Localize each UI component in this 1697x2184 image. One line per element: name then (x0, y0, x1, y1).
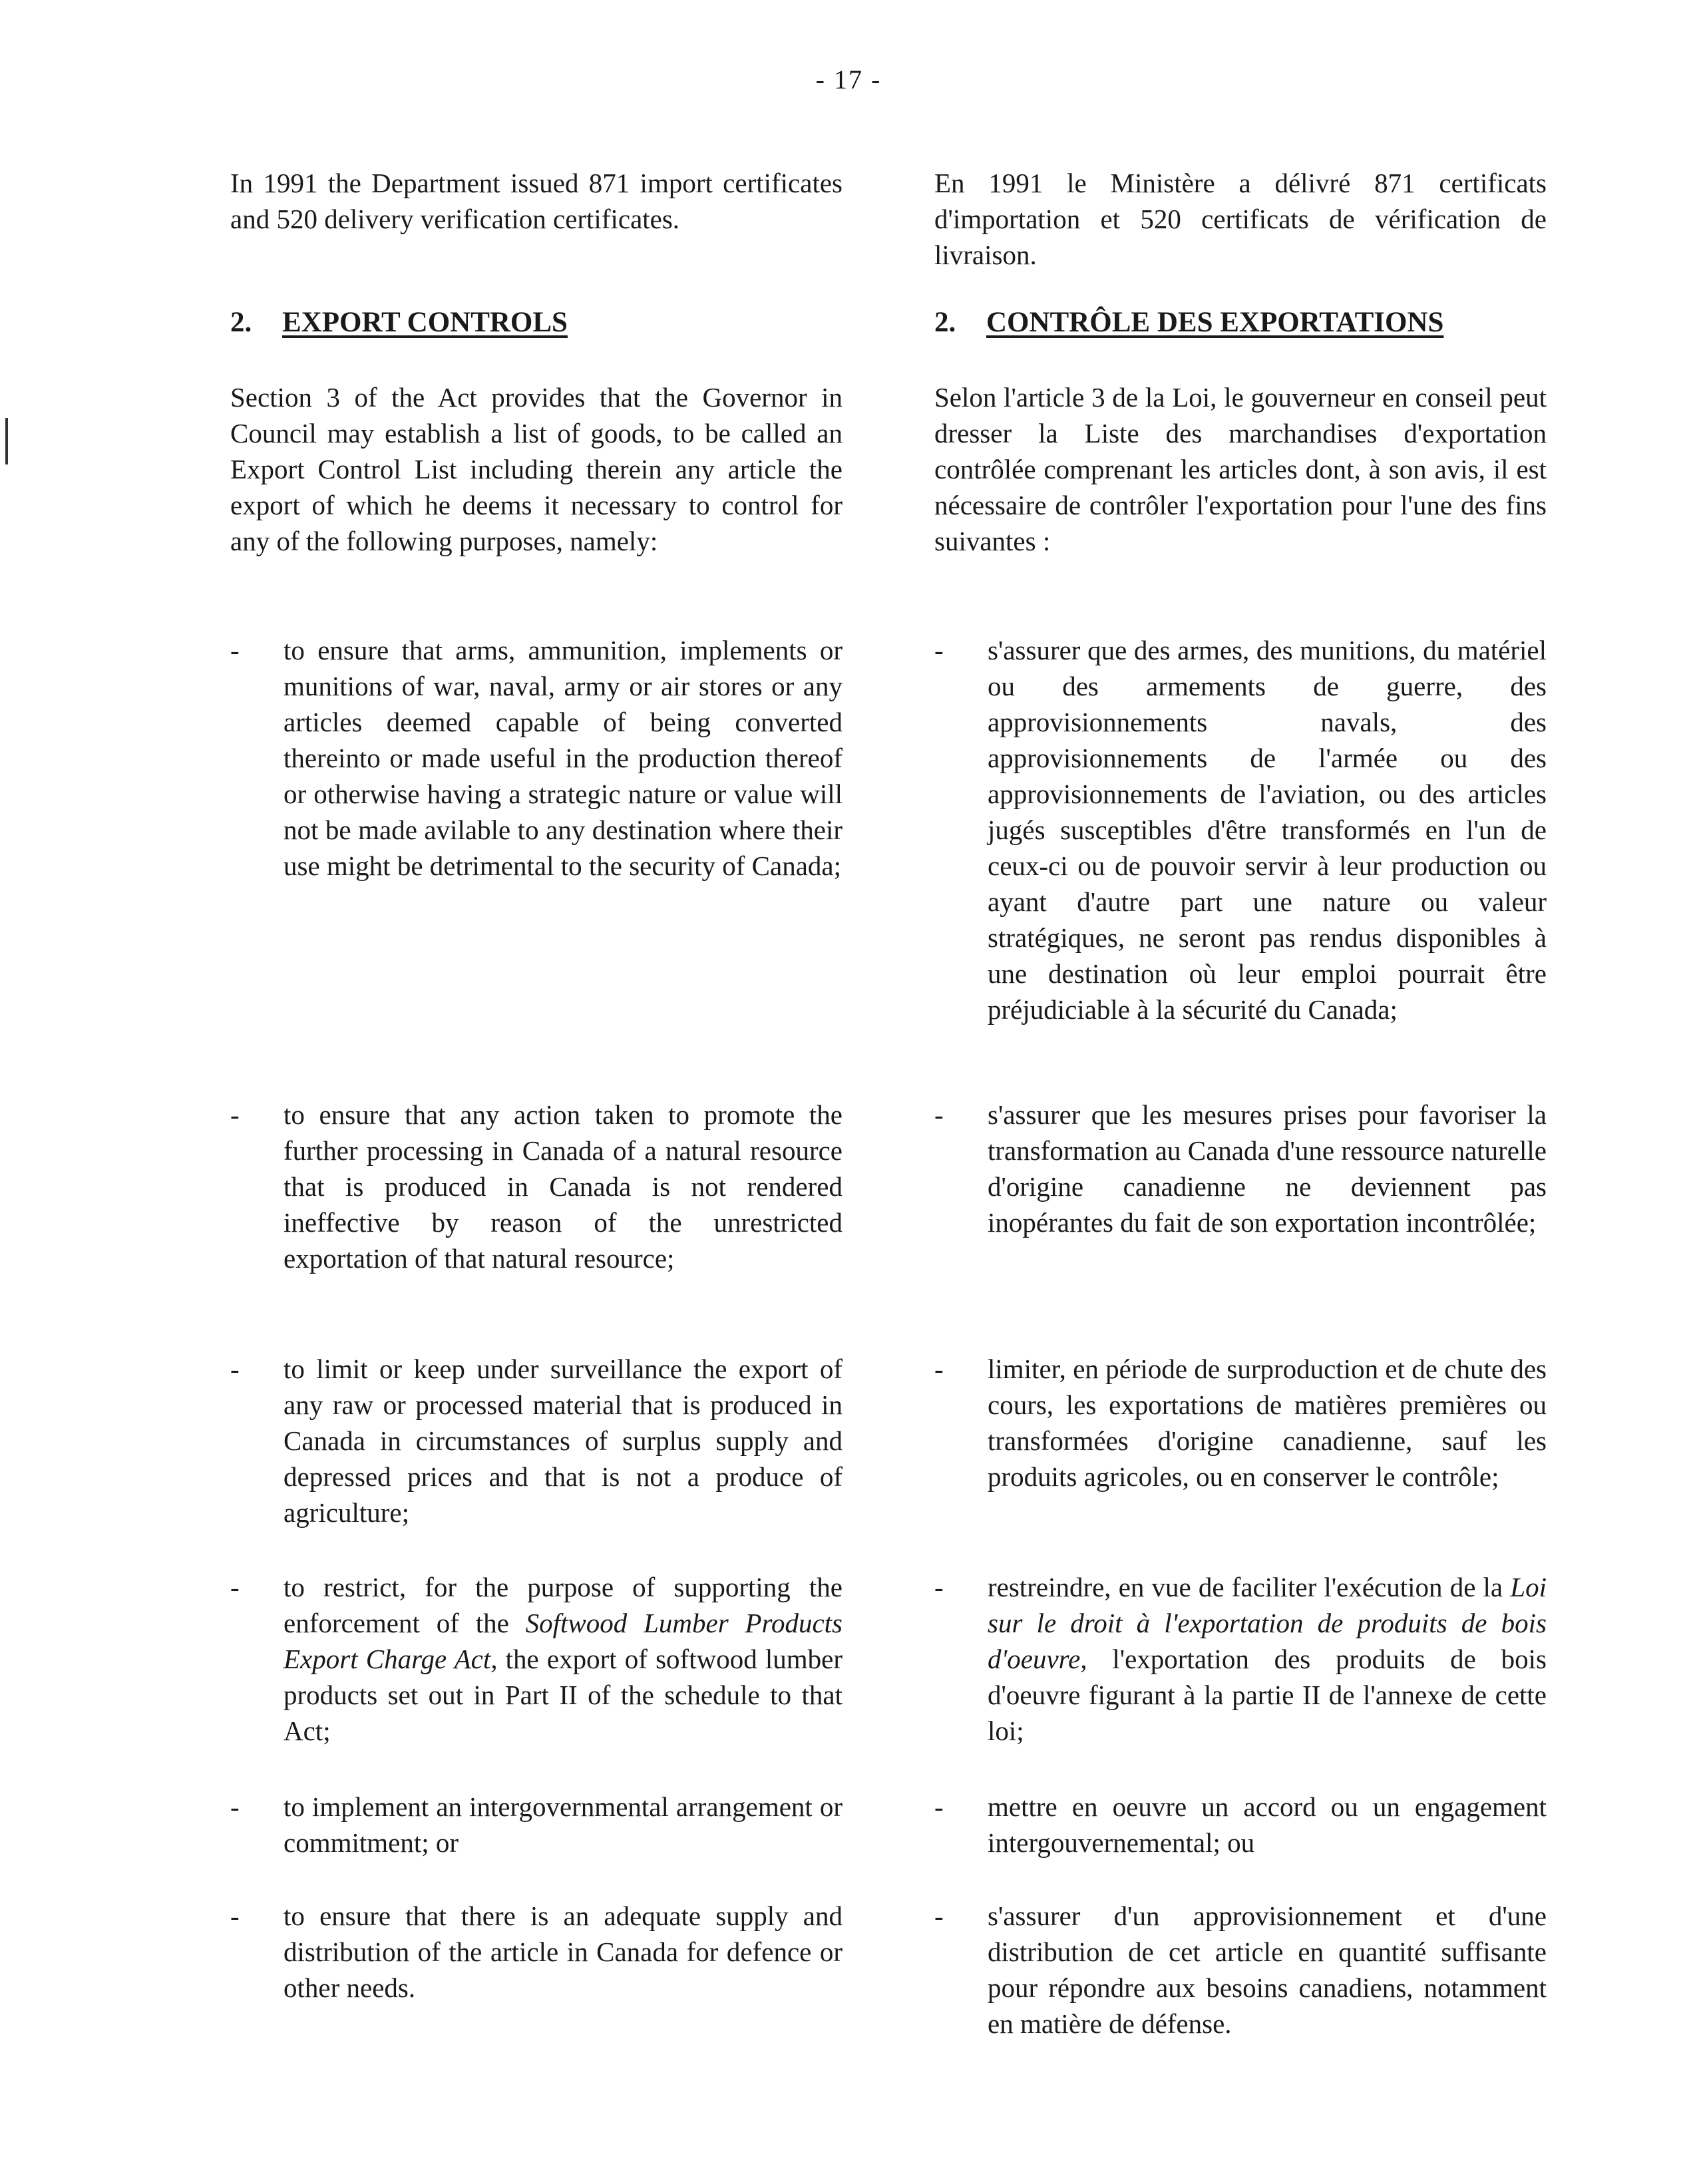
scan-mark (5, 418, 8, 464)
bullet-dash: - (230, 635, 240, 665)
bullet-dash: - (934, 1099, 944, 1130)
bullet-text-before: to restrict, for the purpose of supporting the enforcement of the (283, 1572, 843, 1638)
bullet-item (230, 1097, 843, 1276)
bullet-text: limiter, en période de surproduction et de chute des cours, les exportations de matières premières ou transformées d'origine canadienne, sauf les produits agricoles, ou en conserver le contrôle; (988, 1354, 1547, 1492)
bullet-text: to implement an intergovernmental arrangement or commitment; or (283, 1791, 843, 1858)
intro-paragraph: En 1991 le Ministère a délivré 871 certificats d'importation et 520 certificats de vérification de livraison. (934, 168, 1547, 270)
bullet-item (230, 1351, 843, 1531)
bullet-text-before: restreindre, en vue de faciliter l'exécution de la (988, 1572, 1511, 1602)
bullet-text: s'assurer que les mesures prises pour favoriser la transformation au Canada d'une ressource naturelle d'origine canadienne ne deviennent pas inopérantes du fait de son exportation incontrôlée; (988, 1099, 1547, 1238)
bullet-text: mettre en oeuvre un accord ou un engagement intergouvernemental; ou (988, 1791, 1547, 1858)
bullet-item (934, 1097, 1547, 1240)
bullet-item (934, 632, 1547, 1027)
bullet-dash: - (230, 1099, 240, 1130)
bullet-item (230, 1898, 843, 2006)
bullet-item (230, 632, 843, 884)
bullet-text (988, 1569, 1547, 1749)
bullet-item (230, 1569, 843, 1749)
act-title: Softwood Lumber Products Export Charge Act, (283, 1608, 843, 1674)
bullet-text: to ensure that any action taken to promote the further processing in Canada of a natural resource that is produced in Canada is not rendered ineffective by reason of the unrestricted exportation of that natural resource; (283, 1099, 843, 1274)
section-paragraph: Selon l'article 3 de la Loi, le gouverneur en conseil peut dresser la Liste des marchandises d'exportation contrôlée comprenant les articles dont, à son avis, il est nécessaire de contrôler l'exportation pour l'une des fins suivantes : (934, 382, 1547, 556)
bullet-dash: - (230, 1572, 240, 1602)
bullet-dash: - (934, 1791, 944, 1822)
bullet-text-after: l'exportation des produits de bois d'oeuvre figurant à la partie II de l'annexe de cette loi; (988, 1644, 1547, 1746)
heading-number: 2. (230, 307, 252, 338)
bullet-text-after: the export of softwood lumber products set out in Part II of the schedule to that Act; (283, 1644, 843, 1746)
bullet-dash: - (934, 1901, 944, 1931)
heading-title: EXPORT CONTROLS (282, 307, 568, 338)
bullet-item (230, 1789, 843, 1861)
bullet-dash: - (934, 1572, 944, 1602)
bullet-item (934, 1351, 1547, 1495)
heading-title: CONTRÔLE DES EXPORTATIONS (986, 307, 1444, 338)
bullet-item (934, 1789, 1547, 1861)
bullet-text: to limit or keep under surveillance the export of any raw or processed material that is produced in Canada in circumstances of surplus supply and depressed prices and that is not a produce of agriculture; (283, 1354, 843, 1528)
bullet-text: s'assurer d'un approvisionnement et d'une distribution de cet article en quantité suffisante pour répondre aux besoins canadiens, notamment en matière de défense. (988, 1901, 1547, 2039)
bullet-item (934, 1569, 1547, 1749)
heading-number: 2. (934, 307, 956, 338)
bullet-text: to ensure that arms, ammunition, implements or munitions of war, naval, army or air stores or any articles deemed capable of being converted thereinto or made useful in the production thereof or otherwise having a strategic nature or value will not be made avilable to any destination where their use might be detrimental to the security of Canada; (283, 635, 843, 881)
bullet-item (934, 1898, 1547, 2042)
page-number: - 17 - (815, 65, 882, 94)
bullet-dash: - (230, 1901, 240, 1931)
bullet-dash: - (934, 1354, 944, 1384)
section-heading (230, 305, 568, 341)
act-title: Loi sur le droit à l'exportation de produits de bois d'oeuvre, (988, 1572, 1547, 1674)
bullet-text (283, 1569, 843, 1749)
bullet-text: s'assurer que des armes, des munitions, du matériel ou des armements de guerre, des approvisionnements navals, des approvisionnements de l'armée ou des approvisionnements de l'aviation, ou des articles jugés susceptibles d'être transformés en l'un de ceux-ci ou de pouvoir servir à leur production ou ayant d'autre part une nature ou valeur stratégiques, ne seront pas rendus disponibles à une destination où leur emploi pourrait être préjudiciable à la sécurité du Canada; (988, 635, 1547, 1025)
bullet-text: to ensure that there is an adequate supply and distribution of the article in Canada for defence or other needs. (283, 1901, 843, 2003)
section-heading (934, 305, 1443, 341)
intro-paragraph: In 1991 the Department issued 871 import certificates and 520 delivery verification certificates. (230, 168, 843, 234)
bullet-dash: - (230, 1354, 240, 1384)
section-paragraph: Section 3 of the Act provides that the Governor in Council may establish a list of goods, to be called an Export Control List including therein any article the export of which he deems it necessary to control for any of the following purposes, namely: (230, 382, 843, 556)
bullet-dash: - (230, 1791, 240, 1822)
bullet-dash: - (934, 635, 944, 665)
